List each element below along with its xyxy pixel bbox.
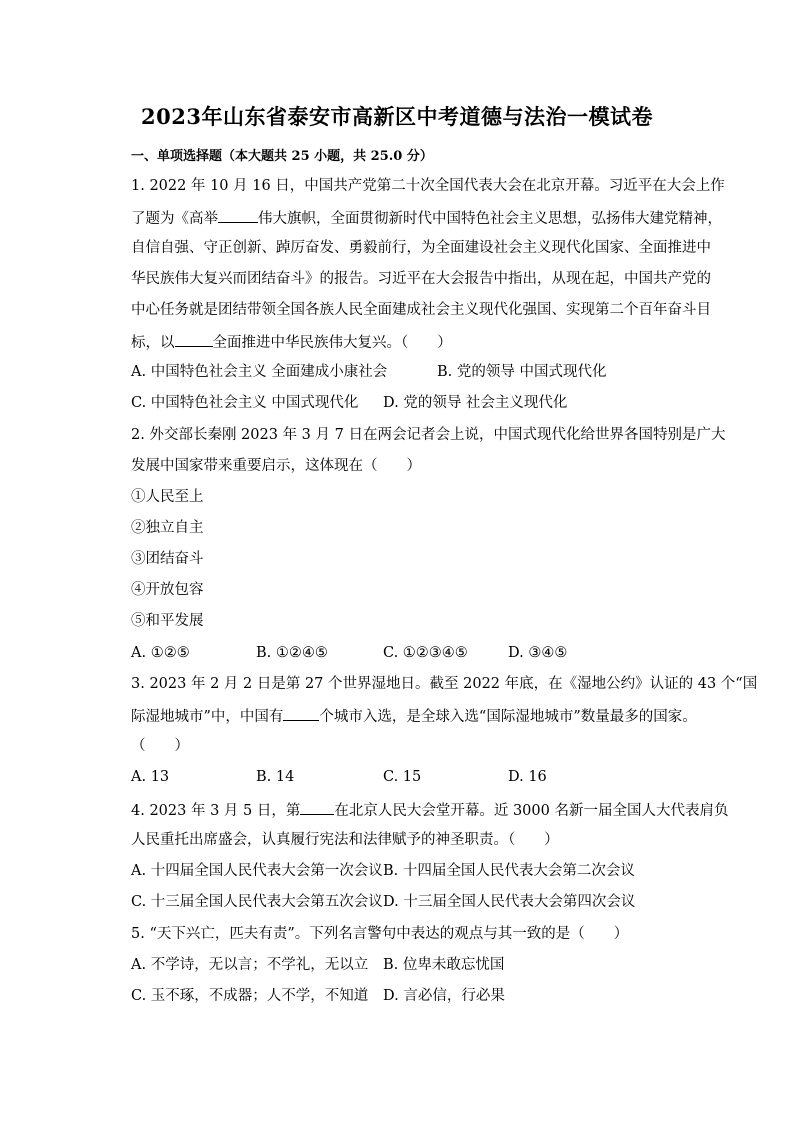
q4-line-2: 人民重托出席盛会，认真履行宪法和法律赋予的神圣职责。（ ） bbox=[131, 832, 559, 848]
q4-option-a: A. 十四届全国人民代表大会第一次会议 bbox=[131, 863, 383, 879]
q4-option-b: B. 十四届全国人民代表大会第二次会议 bbox=[383, 863, 635, 879]
q1-line-3: 自信自强、守正创新、踔厉奋发、勇毅前行，为全面建设社会主义现代化国家、全面推进中 bbox=[131, 240, 711, 256]
q3-option-a: A. 13 bbox=[131, 769, 170, 785]
q3-option-b: B. 14 bbox=[256, 769, 295, 785]
q1-option-d: D. 党的领导 社会主义现代化 bbox=[383, 395, 568, 411]
q3-option-c: C. 15 bbox=[383, 769, 422, 785]
q1-line-6-start: 标，以 bbox=[131, 335, 175, 351]
q2-item-4: ④开放包容 bbox=[131, 582, 204, 598]
q1-option-b: B. 党的领导 中国式现代化 bbox=[437, 364, 607, 380]
q5-option-a: A. 不学诗，无以言；不学礼，无以立 bbox=[131, 957, 369, 973]
q4-option-c: C. 十三届全国人民代表大会第五次会议 bbox=[131, 894, 383, 910]
section-heading: 一、单项选择题（本大题共 25 小题，共 25.0 分） bbox=[131, 149, 433, 164]
q5-option-b: B. 位卑未敢忘忧国 bbox=[383, 957, 505, 973]
q4-blank bbox=[300, 799, 334, 815]
q5-line-1: 5. “天下兴亡，匹夫有责”。下列名言警句中表达的观点与其一致的是（ ） bbox=[131, 926, 629, 942]
q4-option-d: D. 十三届全国人民代表大会第四次会议 bbox=[383, 894, 636, 910]
page-title: 2023年山东省泰安市高新区中考道德与法治一模试卷 bbox=[141, 104, 653, 129]
q3-blank bbox=[283, 705, 319, 721]
q1-line-2-start: 了题为《高举 bbox=[131, 211, 218, 227]
q1-blank-1 bbox=[218, 207, 258, 223]
q2-item-3: ③团结奋斗 bbox=[131, 551, 204, 567]
q4-line-1-start: 4. 2023 年 3 月 5 日，第 bbox=[131, 803, 301, 819]
q1-option-c: C. 中国特色社会主义 中国式现代化 bbox=[131, 395, 359, 411]
q1-line-2 bbox=[131, 207, 722, 229]
q2-option-a: A. ①②⑤ bbox=[131, 645, 190, 661]
q1-line-5: 中心任务就是团结带领全国各族人民全面建成社会主义现代化强国、实现第二个百年奋斗目 bbox=[131, 302, 711, 318]
q1-line-1: 1. 2022 年 10 月 16 日，中国共产党第二十次全国代表大会在北京开幕。习近平在大会上作 bbox=[131, 178, 725, 194]
q1-line-2-end: 伟大旗帜，全面贯彻新时代中国特色社会主义思想，弘扬伟大建党精神， bbox=[258, 211, 722, 227]
q4-line-1 bbox=[131, 799, 728, 821]
q2-item-2: ②独立自主 bbox=[131, 520, 204, 536]
q1-blank-2 bbox=[175, 331, 213, 347]
q2-option-b: B. ①②④⑤ bbox=[256, 645, 328, 661]
q1-line-6 bbox=[131, 331, 452, 353]
q1-line-4: 华民族伟大复兴而团结奋斗》的报告。习近平在大会报告中指出，从现在起，中国共产党的 bbox=[131, 271, 711, 287]
q2-option-c: C. ①②③④⑤ bbox=[383, 645, 468, 661]
q2-line-1: 2. 外交部长秦刚 2023 年 3 月 7 日在两会记者会上说，中国式现代化给世界各国特别是广大 bbox=[131, 427, 726, 443]
q5-option-c: C. 玉不琢，不成器；人不学，不知道 bbox=[131, 988, 369, 1004]
q3-line-3: （ ） bbox=[131, 738, 189, 754]
q3-line-2-end: 个城市入选，是全球入选“国际湿地城市”数量最多的国家。 bbox=[319, 709, 697, 725]
q2-item-5: ⑤和平发展 bbox=[131, 613, 204, 629]
q1-line-6-end: 全面推进中华民族伟大复兴。（ ） bbox=[212, 335, 452, 351]
q5-option-d: D. 言必信，行必果 bbox=[383, 988, 505, 1004]
q2-line-2: 发展中国家带来重要启示，这体现在（ ） bbox=[131, 458, 421, 474]
q1-option-a: A. 中国特色社会主义 全面建成小康社会 bbox=[131, 364, 388, 380]
q3-option-d: D. 16 bbox=[508, 769, 547, 785]
q4-line-1-end: 在北京人民大会堂开幕。近 3000 名新一届全国人大代表肩负 bbox=[334, 803, 729, 819]
q2-item-1: ①人民至上 bbox=[131, 489, 204, 505]
q2-option-d: D. ③④⑤ bbox=[508, 645, 568, 661]
q3-line-2-start: 际湿地城市”中，中国有 bbox=[131, 709, 284, 725]
q3-line-1: 3. 2023 年 2 月 2 日是第 27 个世界湿地日。截至 2022 年底，在《湿地公约》认证的 43 个“国 bbox=[131, 676, 758, 692]
q3-line-2 bbox=[131, 705, 697, 727]
